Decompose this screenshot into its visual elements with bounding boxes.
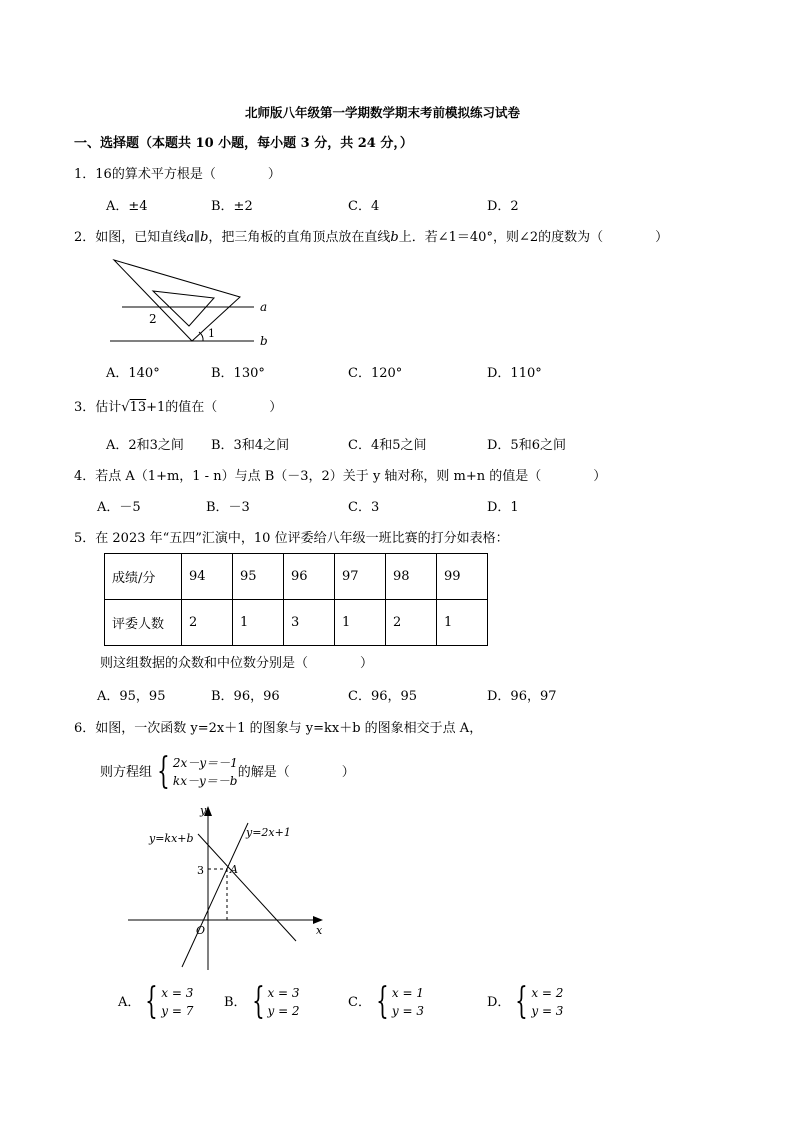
brace-icon: { xyxy=(251,981,265,1022)
q3-stem-part: 3．估计 xyxy=(74,400,122,415)
q1-option-c: C．4 xyxy=(348,199,380,214)
q2-var-a: a xyxy=(186,230,195,245)
q6-option-b xyxy=(224,981,300,1022)
q4-option-b: B．－3 xyxy=(206,500,250,515)
graph-label-origin: O xyxy=(196,924,206,937)
sqrt-symbol: √ xyxy=(121,400,130,415)
system-eq-1: 2x－y＝－1 xyxy=(172,756,238,770)
graph-label-x: x xyxy=(316,924,323,937)
brace-icon: { xyxy=(515,981,529,1022)
fig-label-a: a xyxy=(260,300,268,314)
q1-option-a: A．±4 xyxy=(106,199,148,214)
q2-option-b: B．130° xyxy=(211,366,265,381)
option-eq-1: x = 2 xyxy=(531,986,564,1000)
question-4-stem: 4．若点 A（1+m，1 - n）与点 B（－3，2）关于 y 轴对称，则 m+n 的值是（ ） xyxy=(74,469,607,484)
option-eq-1: x = 1 xyxy=(391,986,424,1000)
fig-label-2: 2 xyxy=(149,312,157,326)
graph-label-point-a: A xyxy=(230,863,238,876)
option-eq-2: y = 3 xyxy=(531,1004,564,1018)
graph-label-line2: y=2x+1 xyxy=(246,826,291,839)
q1-option-d: D．2 xyxy=(487,199,519,214)
brace-icon: { xyxy=(157,751,170,792)
equation-system xyxy=(152,751,238,792)
fig-label-1: 1 xyxy=(208,327,215,340)
q3-stem-part: +1的值在（ ） xyxy=(146,400,283,415)
table-cell: 2 xyxy=(386,600,437,646)
q2-option-a: A．140° xyxy=(106,366,160,381)
q2-option-d: D．110° xyxy=(487,366,542,381)
table-row xyxy=(105,554,488,600)
question-2-stem xyxy=(74,231,668,244)
q5-option-a: A．95，95 xyxy=(97,689,166,704)
table-cell: 3 xyxy=(284,600,335,646)
fig-label-b: b xyxy=(260,334,268,348)
option-letter: C． xyxy=(348,994,371,1010)
table-cell: 1 xyxy=(437,600,488,646)
table-cell: 1 xyxy=(233,600,284,646)
q2-var-b: b xyxy=(200,230,209,245)
graph-label-y: y xyxy=(200,804,207,817)
question-1-stem: 1．16的算术平方根是（ ） xyxy=(74,167,281,182)
score-table xyxy=(104,553,488,646)
q3-option-b: B．3和4之间 xyxy=(211,438,290,453)
q1-option-b: B．±2 xyxy=(211,199,253,214)
table-cell: 成绩/分 xyxy=(105,554,182,600)
option-letter: A． xyxy=(118,994,141,1010)
q6-sys-suffix: 的解是（ ） xyxy=(237,764,355,780)
option-eq-1: x = 3 xyxy=(267,986,300,1000)
table-cell: 94 xyxy=(182,554,233,600)
graph-label-line1: y=kx+b xyxy=(149,832,194,845)
system-eq-2: kx－y＝－b xyxy=(172,774,238,788)
table-cell: 99 xyxy=(437,554,488,600)
x-axis-arrow-icon xyxy=(313,916,323,924)
q6-option-c xyxy=(348,981,424,1022)
line-kx-plus-b xyxy=(198,834,296,941)
option-eq-2: y = 7 xyxy=(161,1004,194,1018)
table-cell: 1 xyxy=(335,600,386,646)
question-3-stem xyxy=(74,401,282,414)
option-letter: D． xyxy=(487,994,511,1010)
q4-option-d: D．1 xyxy=(487,500,519,515)
brace-icon: { xyxy=(145,981,159,1022)
q2-figure xyxy=(100,252,280,352)
table-cell: 98 xyxy=(386,554,437,600)
q4-option-a: A．－5 xyxy=(97,500,141,515)
page-title: 北师版八年级第一学期数学期末考前模拟练习试卷 xyxy=(245,105,521,120)
q6-system-line xyxy=(100,751,355,792)
q2-stem-part: ，把三角板的直角顶点放在直线 xyxy=(208,230,391,245)
brace-icon: { xyxy=(376,981,389,1022)
q2-stem-part: 上．若∠1＝40°，则∠2的度数为（ ） xyxy=(398,230,669,245)
option-eq-2: y = 3 xyxy=(391,1004,424,1018)
section-header: 一、选择题（本题共 10 小题，每小题 3 分，共 24 分，） xyxy=(74,136,413,151)
q6-option-a xyxy=(118,981,194,1022)
q6-graph xyxy=(120,800,340,975)
sqrt-radicand: 13 xyxy=(129,400,147,415)
question-5-stem: 5．在 2023 年“五四”汇演中，10 位评委给八年级一班比赛的打分如表格： xyxy=(74,531,509,546)
q4-option-c: C．3 xyxy=(348,500,380,515)
q3-option-c: C．4和5之间 xyxy=(348,438,427,453)
table-cell: 2 xyxy=(182,600,233,646)
table-row xyxy=(105,600,488,646)
q2-var-b: b xyxy=(390,230,399,245)
triangle-outer xyxy=(114,260,240,341)
q5-followup: 则这组数据的众数和中位数分别是（ ） xyxy=(100,656,374,671)
table-cell: 97 xyxy=(335,554,386,600)
q2-option-c: C．120° xyxy=(348,366,403,381)
table-cell: 评委人数 xyxy=(105,600,182,646)
table-cell: 95 xyxy=(233,554,284,600)
table-cell: 96 xyxy=(284,554,335,600)
question-6-stem: 6．如图，一次函数 y=2x＋1 的图象与 y=kx＋b 的图象相交于点 A， xyxy=(74,721,483,736)
q5-option-b: B．96，96 xyxy=(211,689,280,704)
q6-sys-prefix: 则方程组 xyxy=(100,764,153,780)
option-letter: B． xyxy=(224,994,247,1010)
graph-label-three: 3 xyxy=(197,864,204,877)
q6-option-d xyxy=(487,981,564,1022)
q2-stem-part: 2．如图，已知直线 xyxy=(74,230,187,245)
q5-option-d: D．96，97 xyxy=(487,689,557,704)
triangle-inner xyxy=(153,291,214,326)
option-eq-2: y = 2 xyxy=(267,1004,300,1018)
q2-parallel: ∥ xyxy=(194,230,201,245)
q3-option-a: A．2和3之间 xyxy=(106,438,184,453)
q3-option-d: D．5和6之间 xyxy=(487,438,566,453)
option-eq-1: x = 3 xyxy=(161,986,194,1000)
q5-option-c: C．96，95 xyxy=(348,689,418,704)
